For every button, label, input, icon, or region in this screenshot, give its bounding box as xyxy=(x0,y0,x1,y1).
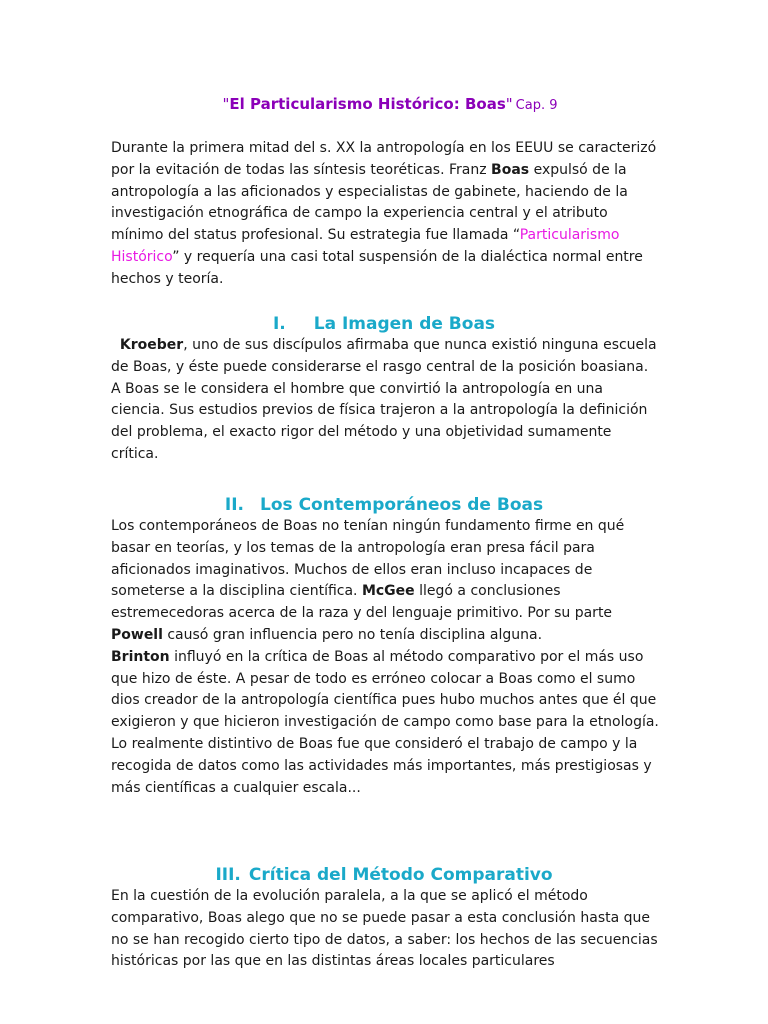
section-3-paragraph xyxy=(111,886,659,973)
section-1-heading xyxy=(0,313,768,335)
section-2-title: Los Contemporáneos de Boas xyxy=(260,495,544,515)
intro-text-3: ” y requería una casi total suspensión de la dialéctica normal entre hechos y teoría. xyxy=(111,248,643,287)
section-3-title: Crítica del Método Comparativo xyxy=(248,865,553,885)
title-close-quote: " xyxy=(505,95,513,113)
section-2-text-1: Los contemporáneos de Boas no tenían ningún fundamento firme en qué basar en teorías, y los temas de la antropología eran presa fácil para aficionados imaginativos. Muchos de ellos eran incluso incapaces de someterse a la disciplina científica. xyxy=(111,518,625,600)
intro-text-2: expulsó de la antropología a las aficionados y especialistas de gabinete, haciendo de la investigación etnográfica de campo la experiencia central y el atributo mínimo del status profesional. Su estrategia fue llamada “ xyxy=(111,161,628,244)
section-2-number: II. xyxy=(224,495,245,515)
section-3-number: III. xyxy=(215,865,241,885)
section-2-text-2: llegó a conclusiones estremecedoras acerca de la raza y del lenguaje primitivo. Por su parte xyxy=(111,583,613,622)
intro-paragraph xyxy=(111,138,659,291)
intro-highlight: Particularismo Histórico xyxy=(111,227,620,265)
powell-name: Powell xyxy=(111,626,163,643)
intro-text-1: Durante la primera mitad del s. XX la antropología en los EEUU se caracterizó por la evitación de todas las síntesis teoréticas. Franz xyxy=(111,140,657,178)
section-3-text: En la cuestión de la evolución paralela, a la que se aplicó el método comparativo, Boas alego que no se puede pasar a esta conclusión hasta que no se han recogido cierto tipo de datos, a saber: los hechos de las secuencias históricas por las que en las distintas áreas locales particulares xyxy=(111,888,658,970)
section-2-text-3: causó gran influencia pero no tenía disciplina alguna. xyxy=(162,626,543,643)
section-1-text: , uno de sus discípulos afirmaba que nunca existió ninguna escuela de Boas, y éste puede considerarse el rasgo central de la posición boasiana. A Boas se le considera el hombre que convirtió la antropología en una ciencia. Sus estudios previos de física trajeron a la antropología la definición del problema, el exacto rigor del método y una objetividad sumamente crítica. xyxy=(111,337,657,462)
brinton-name: Brinton xyxy=(111,648,170,665)
kroeber-name: Kroeber xyxy=(119,337,184,353)
intro-boas: Boas xyxy=(491,161,530,178)
chapter-label: Cap. 9 xyxy=(515,98,558,113)
section-3-heading xyxy=(0,864,768,886)
section-2-paragraph xyxy=(111,516,659,799)
document-title xyxy=(12,94,768,116)
mcgee-name: McGee xyxy=(361,583,415,600)
section-1-number: I. xyxy=(272,314,286,334)
section-2-text-4: influyó en la crítica de Boas al método comparativo por el más uso que hizo de éste. A pesar de todo es erróneo colocar a Boas como el sumo dios creador de la antropología científica pues hubo muchos antes que él que exigieron y que hicieron investigación de campo como base para la etnología. Lo realmente distintivo de Boas fue que consideró el trabajo de campo y la recogida de datos como las actividades más importantes, más prestigiosas y más científicas a cualquier escala... xyxy=(111,648,659,796)
section-2-heading xyxy=(0,494,768,516)
title-open-quote: " xyxy=(222,95,230,113)
section-1-paragraph xyxy=(111,335,659,466)
section-1-title: La Imagen de Boas xyxy=(313,314,496,334)
title-main: El Particularismo Histórico: Boas xyxy=(229,95,506,113)
